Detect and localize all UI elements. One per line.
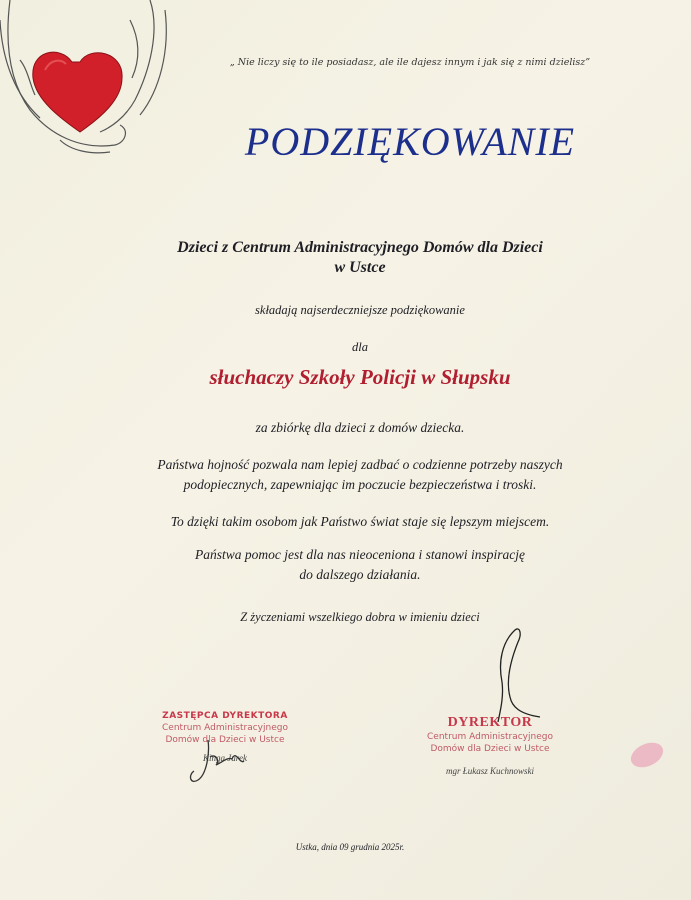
issue-date: Ustka, dnia 09 grudnia 2025r.: [295, 842, 405, 852]
paragraph-inspiration-line-1: Państwa pomoc jest dla nas nieoceniona i stanowi inspirację: [195, 547, 525, 562]
stamp-person: Kinga Jurek: [203, 753, 247, 763]
recipient-name: słuchaczy Szkoły Policji w Słupsku: [209, 365, 511, 389]
gives-thanks-line: składają najserdeczniejsze podziękowanie: [255, 303, 465, 317]
ink-smudge: [627, 738, 667, 772]
motto-quote: „ Nie liczy się to ile posiadasz, ale ile dajesz innym i jak się z nimi dzielisz”: [229, 57, 591, 68]
deputy-director-signature: [180, 735, 250, 790]
giver-line-2: w Ustce: [334, 259, 386, 276]
stamp-role: ZASTĘPCA DYREKTORA: [162, 711, 288, 721]
paragraph-better-world: To dzięki takim osobom jak Państwo świat staje się lepszym miejscem.: [170, 514, 550, 529]
stamp-org-line-1: Centrum Administracyjnego: [427, 732, 553, 742]
paragraph-generosity-line-2: podopiecznych, zapewniając im poczucie bezpieczeństwa i troski.: [183, 477, 537, 492]
paragraph-inspiration: [60, 545, 660, 585]
heart-icon: [33, 52, 122, 132]
paragraph-inspiration-line-2: do dalszego działania.: [299, 567, 421, 582]
giver-line-1: Dzieci z Centrum Administracyjnego Domów dla Dzieci: [177, 239, 543, 256]
stamp-role: DYREKTOR: [447, 715, 533, 730]
reason-line: za zbiórkę dla dzieci z domów dziecka.: [255, 420, 465, 435]
stamp-org-line-1: Centrum Administracyjnego: [162, 723, 288, 733]
director-signature: [480, 622, 550, 732]
stamp-person: mgr Łukasz Kuchnowski: [445, 766, 534, 776]
stamp-org-line-2: Domów dla Dzieci w Ustce: [430, 744, 550, 754]
wishes-line: Z życzeniami wszelkiego dobra w imieniu dzieci: [240, 610, 480, 624]
paragraph-generosity: [60, 455, 660, 495]
giver-name: [60, 238, 660, 278]
stamp-org-line-2: Domów dla Dzieci w Ustce: [165, 735, 285, 745]
paragraph-generosity-line-1: Państwa hojność pozwala nam lepiej zadbać o codzienne potrzeby naszych: [157, 457, 563, 472]
certificate-title: PODZIĘKOWANIE: [244, 119, 576, 164]
for-word: dla: [352, 340, 368, 354]
